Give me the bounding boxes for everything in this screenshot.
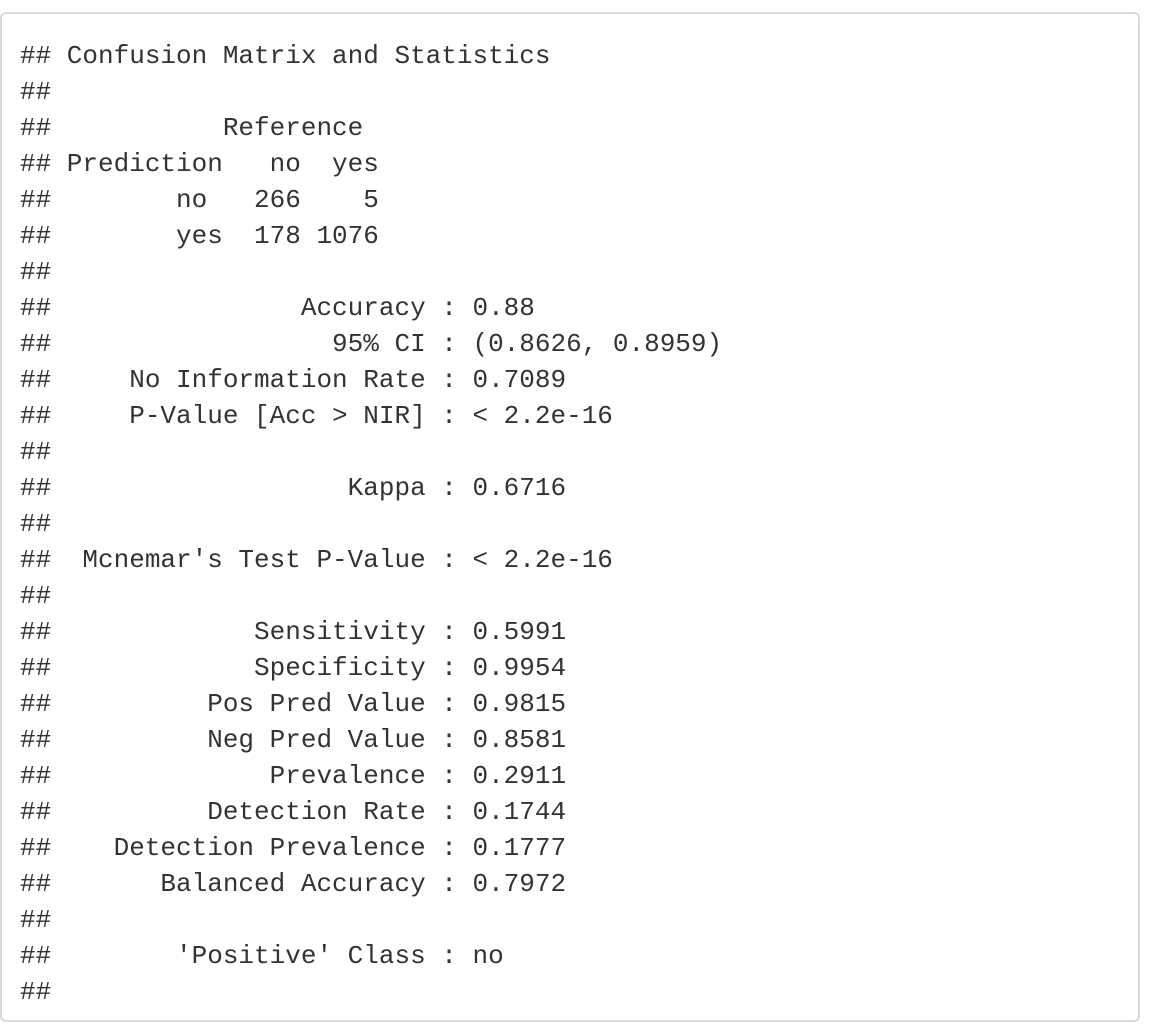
output-line: ## No Information Rate : 0.7089 [20,365,567,395]
output-line: ## P-Value [Acc > NIR] : < 2.2e-16 [20,401,613,431]
output-line: ## Accuracy : 0.88 [20,293,535,323]
output-line: ## Sensitivity : 0.5991 [20,617,567,647]
output-line: ## Confusion Matrix and Statistics [20,41,551,71]
output-line: ## Kappa : 0.6716 [20,473,567,503]
output-line: ## Balanced Accuracy : 0.7972 [20,869,567,899]
output-line: ## [20,257,52,287]
output-line: ## [20,905,52,935]
output-line: ## yes 178 1076 [20,221,379,251]
output-line: ## [20,437,52,467]
output-line: ## Pos Pred Value : 0.9815 [20,689,567,719]
output-line: ## Reference [20,113,364,143]
output-line: ## no 266 5 [20,185,379,215]
code-output-block [0,12,1140,1022]
output-line: ## Mcnemar's Test P-Value : < 2.2e-16 [20,545,613,575]
output-line: ## [20,509,52,539]
output-line: ## Detection Rate : 0.1744 [20,797,567,827]
output-line: ## 95% CI : (0.8626, 0.8959) [20,329,723,359]
output-line: ## 'Positive' Class : no [20,941,504,971]
output-line: ## [20,977,52,1007]
output-line: ## Prediction no yes [20,149,379,179]
output-line: ## [20,77,52,107]
output-line: ## Prevalence : 0.2911 [20,761,567,791]
output-line: ## Detection Prevalence : 0.1777 [20,833,567,863]
output-line: ## Specificity : 0.9954 [20,653,567,683]
output-line: ## Neg Pred Value : 0.8581 [20,725,567,755]
output-line: ## [20,581,52,611]
console-output [20,38,722,1010]
